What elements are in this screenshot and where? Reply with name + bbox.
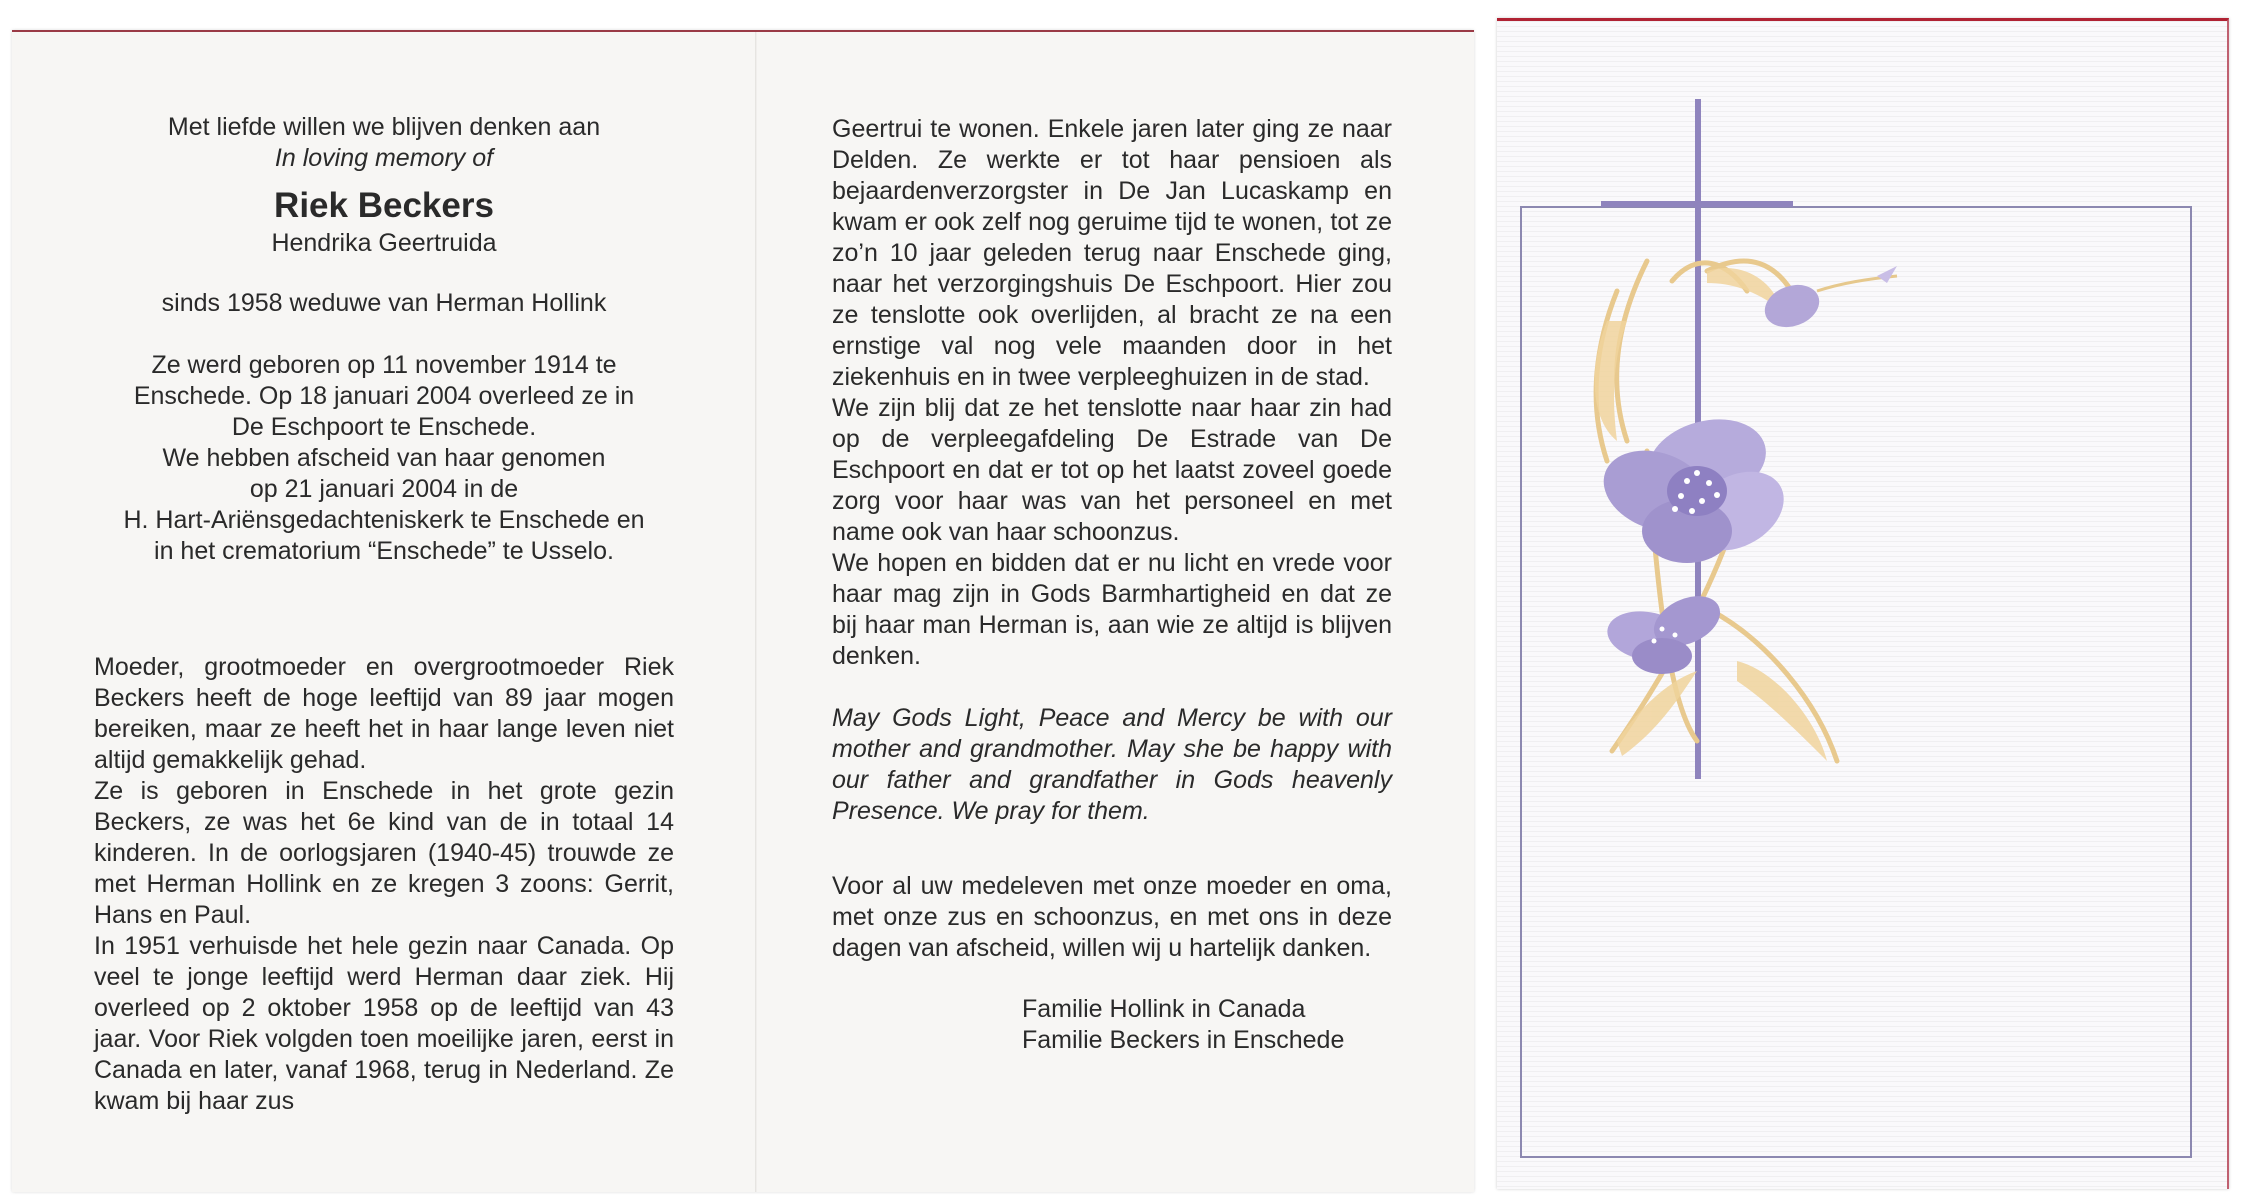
cross-horizontal-icon (1601, 201, 1793, 207)
purple-flower-small-icon (1603, 586, 1728, 674)
decorative-frame (1521, 207, 2191, 1157)
left-panel-biography (94, 652, 674, 1117)
english-prayer: May Gods Light, Peace and Mercy be with our mother and grandmother. May she be happy with our father and grandfather in Gods heavenly Presence. We pray for them. (832, 704, 1392, 825)
intro-nl: Met liefde willen we blijven denken aan (167, 113, 601, 141)
left-panel-heading (94, 112, 674, 567)
signature-line: Familie Hollink in Canada (1022, 995, 1306, 1023)
bio-paragraph: In 1951 verhuisde het hele gezin naar Canada. Op veel te jonge leeftijd werd Herman daar ziek. Hij overleed op 2 oktober 1958 op de leeftijd van 43 jaar. Voor Riek volgden toen moeilijke jaren, eerst in Canada en later, vanaf 1968, terug in Nederland. Ze kwam bij haar zus (94, 932, 674, 1115)
birth-death-line: op 21 januari 2004 in de (249, 475, 519, 503)
cross-flower-illustration (1497, 21, 2227, 1189)
thanks-text: Voor al uw medeleven met onze moeder en oma, met onze zus en schoonzus, en met ons in deze dagen van afscheid, willen wij u hartelijk danken. (832, 872, 1392, 962)
bio-paragraph: We hopen en bidden dat er nu licht en vrede voor haar mag zijn in Gods Barmhartigheid en dat ze bij haar man Herman is, aan wie ze altijd is blijven denken. (832, 549, 1392, 670)
birth-death-line: We hebben afscheid van haar genomen (162, 444, 606, 472)
birth-death-line: H. Hart-Ariënsgedachteniskerk te Enschede en (123, 506, 645, 534)
widow-line: sinds 1958 weduwe van Herman Hollink (161, 289, 607, 317)
birth-death-line: in het crematorium “Enschede” te Usselo. (154, 537, 614, 565)
intro-en: In loving memory of (274, 144, 494, 172)
birth-death-line: Enschede. Op 18 januari 2004 overleed ze in (133, 382, 635, 410)
card-inner-spread (12, 30, 1474, 1192)
bio-paragraph: We zijn blij dat ze het tenslotte naar haar zin had op de verpleegafdeling De Estrade van De Eschpoort en dat er tot op het laatst zoveel goede zorg voor haar was van het personeel en met name ook van haar schoonzus. (832, 394, 1392, 546)
bio-paragraph: Moeder, grootmoeder en overgrootmoeder Riek Beckers heeft de hoge leeftijd van 89 jaar mogen bereiken, maar ze heeft het in haar lange leven niet altijd gemakkelijk gehad. (94, 653, 674, 774)
bio-paragraph: Ze is geboren in Enschede in het grote gezin Beckers, ze was het 6e kind van de in totaal 14 kinderen. In de oorlogsjaren (1940-45) trouwde ze met Herman Hollink en ze kregen 3 zoons: Gerrit, Hans en Paul. (94, 777, 674, 929)
birth-death-line: Ze werd geboren op 11 november 1914 te (151, 351, 617, 379)
deceased-name: Riek Beckers (274, 186, 494, 225)
birth-death-line: De Eschpoort te Enschede. (231, 413, 537, 441)
signatures (832, 994, 1392, 1056)
bio-paragraph: Geertrui te wonen. Enkele jaren later ging ze naar Delden. Ze werkte er tot haar pensioen als bejaardenverzorgster in De Jan Lucaskamp en kwam er ook zelf nog geruime tijd te wonen, tot ze zo’n 10 jaar geleden terug naar Enschede ging, naar het verzorgingshuis De Eschpoort. Hier zou ze tenslotte ook overlijden, al bracht ze na een ernstige val nog vele maanden door in het ziekenhuis en in twee verpleeghuizen in de stad. (832, 115, 1392, 391)
deceased-full-name: Hendrika Geertruida (271, 229, 497, 257)
right-panel (832, 114, 1392, 1056)
card-fold (755, 32, 757, 1192)
birth-death-block (94, 350, 674, 567)
signature-line: Familie Beckers in Enschede (1022, 1026, 1345, 1054)
card-front (1497, 18, 2229, 1189)
